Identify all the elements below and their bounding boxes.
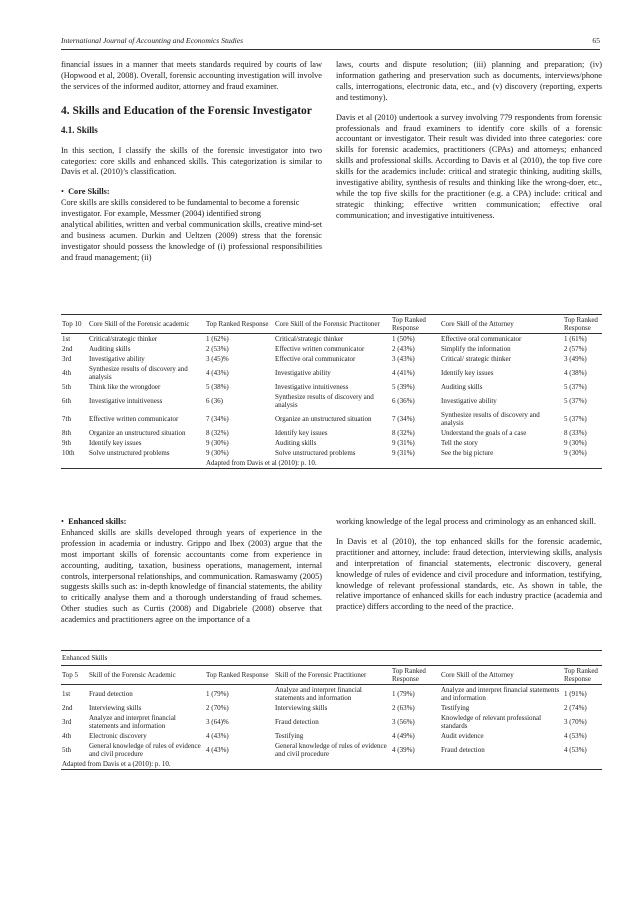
table-cell: Investigative ability	[441, 397, 497, 405]
section-heading: 4. Skills and Education of the Forensic Investigator	[61, 104, 312, 117]
right-column-top	[336, 60, 602, 222]
table-cell: Solve unstructured problems	[89, 449, 170, 457]
table-row	[61, 685, 602, 704]
table-cell: 3 (49%)	[564, 355, 587, 363]
table-cell: 1st	[62, 335, 71, 343]
table-cell: Synthesize results of discovery and analysis	[89, 365, 188, 381]
table-cell: 9 (30%)	[206, 449, 229, 457]
table-source-row	[61, 759, 602, 770]
table-cell: 4 (39%)	[392, 746, 415, 754]
table-cell: 1 (79%)	[206, 690, 229, 698]
table-cell: Tell the story	[441, 439, 478, 447]
table-row	[61, 344, 602, 354]
table-header-row	[61, 666, 602, 685]
enhanced-skills-table	[61, 650, 602, 770]
table-cell: 5 (37%)	[564, 415, 587, 423]
running-header	[61, 36, 600, 50]
column-header: Skill of the Forensic Practitioner	[274, 666, 391, 685]
column-header: Top Ranked Response	[205, 315, 274, 334]
column-header: Core Skill of the Forensic academic	[88, 315, 205, 334]
table-cell: Effective oral communicator	[275, 355, 356, 363]
page-number: 65	[592, 36, 600, 45]
table-cell: Effective written communicator	[89, 415, 179, 423]
table-cell: 8 (33%)	[564, 429, 587, 437]
table-cell: 6th	[62, 397, 71, 405]
paragraph: Core skills are skills considered to be fundamental to become a forensic investigator. For example, Messmer (2004) identified strong	[61, 198, 300, 219]
table-cell: Analyze and interpret financial statements and information	[441, 686, 560, 702]
table-row	[61, 392, 602, 410]
table-cell: Investigative ability	[89, 355, 145, 363]
table-cell: 9 (31%)	[392, 439, 415, 447]
table-row	[61, 382, 602, 392]
table-row	[61, 428, 602, 438]
table-cell: Think like the wrongdoer	[89, 383, 161, 391]
right-column-bottom	[336, 517, 602, 613]
table-cell: 9th	[62, 439, 71, 447]
table-cell: Fraud detection	[89, 690, 133, 698]
table-cell: 2 (74%)	[564, 704, 587, 712]
table-cell: 9 (30%)	[564, 449, 587, 457]
table-cell: 2 (57%)	[564, 345, 587, 353]
left-column-bottom	[61, 517, 322, 626]
paragraph: Davis et al (2010) undertook a survey involving 779 respondents from forensic professionals and fraud examiners to identify core skills of a forensic accountant or investigator. Their result was divided into three categories: core skills for forensic academics, practitioners (CPAs) and attorneys; enhanced skills and professional skills. According to Davis et al (2010), the top five core skills for the academics include: critical and strategic thinking, auditing skills, investigative ability, synthesis of results and thinking like the wrong-doer, etc., while the top five skills for the practitioner (e.g. a CPA) include: critical and strategic thinking; effective written communication; effective oral communication; and investigative intuitiveness.	[336, 112, 602, 220]
table-cell: 6 (36)	[206, 397, 223, 405]
core-skills-table	[61, 314, 602, 469]
table-cell: Critical/strategic thinker	[275, 335, 344, 343]
table-cell: 3 (56%)	[392, 718, 415, 726]
table-cell: 9 (30%)	[206, 439, 229, 447]
table-cell: Identify key issues	[89, 439, 142, 447]
journal-title: International Journal of Accounting and Economics Studies	[61, 36, 244, 45]
left-column-top	[61, 60, 322, 264]
table-cell: 8 (32%)	[392, 429, 415, 437]
table-cell: Audit evidence	[441, 732, 484, 740]
table-cell: 2 (53%)	[206, 345, 229, 353]
table-cell: 7th	[62, 415, 71, 423]
bullet-icon: •	[61, 517, 64, 526]
table-header-row	[61, 315, 602, 334]
core-skills-bullet	[61, 187, 322, 198]
paragraph: working knowledge of the legal process and criminology as an enhanced skill.	[336, 517, 596, 526]
table-cell: 3 (64)%	[206, 718, 229, 726]
table-cell: See the big picture	[441, 449, 494, 457]
table-cell: Identify key issues	[275, 429, 328, 437]
column-header: Top Ranked Response	[205, 666, 274, 685]
table-cell: Critical/ strategic thinker	[441, 355, 511, 363]
table-cell: 1 (79%)	[392, 690, 415, 698]
table-cell: General knowledge of rules of evidence and civil procedure	[275, 742, 387, 758]
table-cell: 3 (43%)	[392, 355, 415, 363]
table-cell: 2 (63%)	[392, 704, 415, 712]
table-cell: Investigative ability	[275, 369, 331, 377]
table-row	[61, 741, 602, 759]
table-cell: 4 (43%)	[206, 369, 229, 377]
table-source-row	[61, 458, 602, 469]
table-cell: 1 (62%)	[206, 335, 229, 343]
table-cell: 7 (34%)	[206, 415, 229, 423]
table-cell: 7 (34%)	[392, 415, 415, 423]
column-header: Top Ranked Response	[563, 666, 602, 685]
paragraph: Enhanced skills are skills developed through years of experience in the profession in academia or industry. Grippo and Ibex (2003) argue that the most important skills of forensic accountants come from experience in accounting, auditing, taxation, business operations, management, internal controls, interpersonal relationships, and communication. Ramaswamy (2005) suggests skills such as: in-depth knowledge of financial statements, the ability to critically analyse them and a thorough understanding of fraud schemes. Other studies such as Curtis (2008) and Digabriele (2008) observe that academics and practitioners agree on the importance of a	[61, 527, 322, 625]
table-row	[61, 438, 602, 448]
column-header: Top Ranked Response	[391, 315, 440, 334]
table-cell: Auditing skills	[275, 439, 317, 447]
column-header: Core Skill of the Forensic Practitoner	[274, 315, 391, 334]
table-cell: 2 (70%)	[206, 704, 229, 712]
table-cell: Fraud detection	[275, 718, 319, 726]
table-cell: General knowledge of rules of evidence and civil procedure	[89, 742, 201, 758]
table-row	[61, 354, 602, 364]
table-row	[61, 334, 602, 345]
bullet-title: Enhanced skills:	[68, 517, 127, 526]
table-cell: 5th	[62, 383, 71, 391]
table-cell: 5 (37%)	[564, 397, 587, 405]
table-cell: Investigative intuitiveness	[89, 397, 163, 405]
table-source: Adapted from Davis et a (2010): p. 10.	[61, 759, 602, 770]
enhanced-skills-bullet	[61, 517, 322, 528]
column-header: Top Ranked Response	[391, 666, 440, 685]
table-cell: 9 (31%)	[392, 449, 415, 457]
column-header: Top Ranked Response	[563, 315, 602, 334]
table-cell: Effective oral communicator	[441, 335, 522, 343]
table-cell: 4 (43%)	[206, 732, 229, 740]
table-cell: Identify key issues	[441, 369, 494, 377]
table-cell: 8 (32%)	[206, 429, 229, 437]
table-cell: Interviewing skills	[275, 704, 328, 712]
table-cell: 1 (50%)	[392, 335, 415, 343]
paragraph: In this section, I classify the skills of the forensic investigator into two categories: core skills and enhanced skills. This categorization is similar to Davis et al. (2010)’s classification.	[61, 145, 322, 177]
table-row	[61, 703, 602, 713]
table-cell: 2 (43%)	[392, 345, 415, 353]
table-cell: 3rd	[62, 355, 72, 363]
table-cell: 4 (49%)	[392, 732, 415, 740]
table-cell: Testifying	[275, 732, 304, 740]
table-cell: Auditing skills	[441, 383, 483, 391]
table-cell: 5 (38%)	[206, 383, 229, 391]
table-caption-row	[61, 651, 602, 666]
table-cell: 3 (70%)	[564, 718, 587, 726]
table-cell: Organize an unstructured situation	[89, 429, 186, 437]
table-cell: 8th	[62, 429, 71, 437]
table-cell: Electronic discovery	[89, 732, 147, 740]
table-cell: Simplify the information	[441, 345, 511, 353]
table-cell: Testifying	[441, 704, 470, 712]
table-row	[61, 364, 602, 382]
table-cell: 4 (41%)	[392, 369, 415, 377]
column-header: Core Skill of the Attorney	[440, 315, 563, 334]
table-cell: Analyze and interpret financial statements and information	[275, 686, 362, 702]
paragraph: financial issues in a manner that meets standards required by courts of law (Hopwood et al, 2008). Overall, forensic accounting investigation will involve the services of the informed auditor, attorney and fraud examiner.	[61, 60, 322, 91]
table-row	[61, 410, 602, 428]
table-cell: 3 (45)%	[206, 355, 229, 363]
table-cell: 2nd	[62, 345, 73, 353]
table-cell: Synthesize results of discovery and analysis	[441, 411, 540, 427]
column-header: Top 10	[61, 315, 88, 334]
table-cell: 5 (37%)	[564, 383, 587, 391]
table-cell: Auditing skills	[89, 345, 131, 353]
column-header: Top 5	[61, 666, 88, 685]
bullet-title: Core Skills:	[68, 187, 110, 197]
table-row	[61, 448, 602, 458]
table-cell: 4 (43%)	[206, 746, 229, 754]
table-cell: 1 (91%)	[564, 690, 587, 698]
table-cell: Synthesize results of discovery and analysis	[275, 393, 374, 409]
table-cell: 2nd	[62, 704, 73, 712]
table-cell: 5 (39%)	[392, 383, 415, 391]
table-cell: 10th	[62, 449, 75, 457]
table-cell: 4 (53%)	[564, 746, 587, 754]
table-cell: 4 (38%)	[564, 369, 587, 377]
bullet-icon: •	[61, 187, 64, 197]
table-cell: Interviewing skills	[89, 704, 142, 712]
table-cell: Understand the goals of a case	[441, 429, 527, 437]
table-cell: Knowledge of relevant professional standards	[441, 714, 542, 730]
table-cell: 9 (30%)	[564, 439, 587, 447]
table-cell: Investigative intuitiveness	[275, 383, 349, 391]
table-cell: Analyze and interpret financial statements and information	[89, 714, 176, 730]
paragraph: laws, courts and dispute resolution; (iii) planning and preparation; (iv) information gathering and preservation such as documents, interviews/phone calls, interrogations, electronic data, etc., and (v) discovery (reporting, experts and testimony).	[336, 60, 602, 102]
subsection-heading: 4.1. Skills	[61, 124, 98, 135]
table-cell: 4 (53%)	[564, 732, 587, 740]
table-cell: 4th	[62, 732, 71, 740]
paragraph: analytical abilities, written and verbal communication skills, creative mind-set and business acumen. Durkin and Ueltzen (2009) stress that the forensic investigator should possess the knowledge of (i) professional responsibilities and fraud management; (ii)	[61, 220, 322, 262]
table-row	[61, 713, 602, 731]
paragraph: In Davis et al (2010), the top enhanced skills for the forensic academic, practitioner and attorney, include: fraud detection, interviewing skills, analysis and interpretation of financial statements, electronic discovery, general knowledge of rules of evidence and civil procedure and information, testifying, knowledge of relevant professional standards, etc. As shown in table, the relative importance of enhanced skills for each industry practice (academia and practice) differs according to the need of the practice.	[336, 536, 602, 612]
table-cell: 1st	[62, 690, 71, 698]
table-cell: 3rd	[62, 718, 72, 726]
table-source: Adapted from Davis et al (2010): p. 10.	[205, 458, 602, 469]
table-cell: 6 (36%)	[392, 397, 415, 405]
table-cell: Critical/strategic thinker	[89, 335, 158, 343]
table-cell: Solve unstructured problems	[275, 449, 356, 457]
table-cell: 1 (61%)	[564, 335, 587, 343]
column-header: Skill of the Forensic Academic	[88, 666, 205, 685]
column-header: Core Skill of the Attorney	[440, 666, 563, 685]
table-cell: 4th	[62, 369, 71, 377]
table-caption: Enhanced Skills	[61, 651, 602, 666]
table-cell: Effective written communicator	[275, 345, 365, 353]
table-cell: 5th	[62, 746, 71, 754]
table-row	[61, 731, 602, 741]
table-cell: Fraud detection	[441, 746, 485, 754]
table-cell: Organize an unstructured situation	[275, 415, 372, 423]
